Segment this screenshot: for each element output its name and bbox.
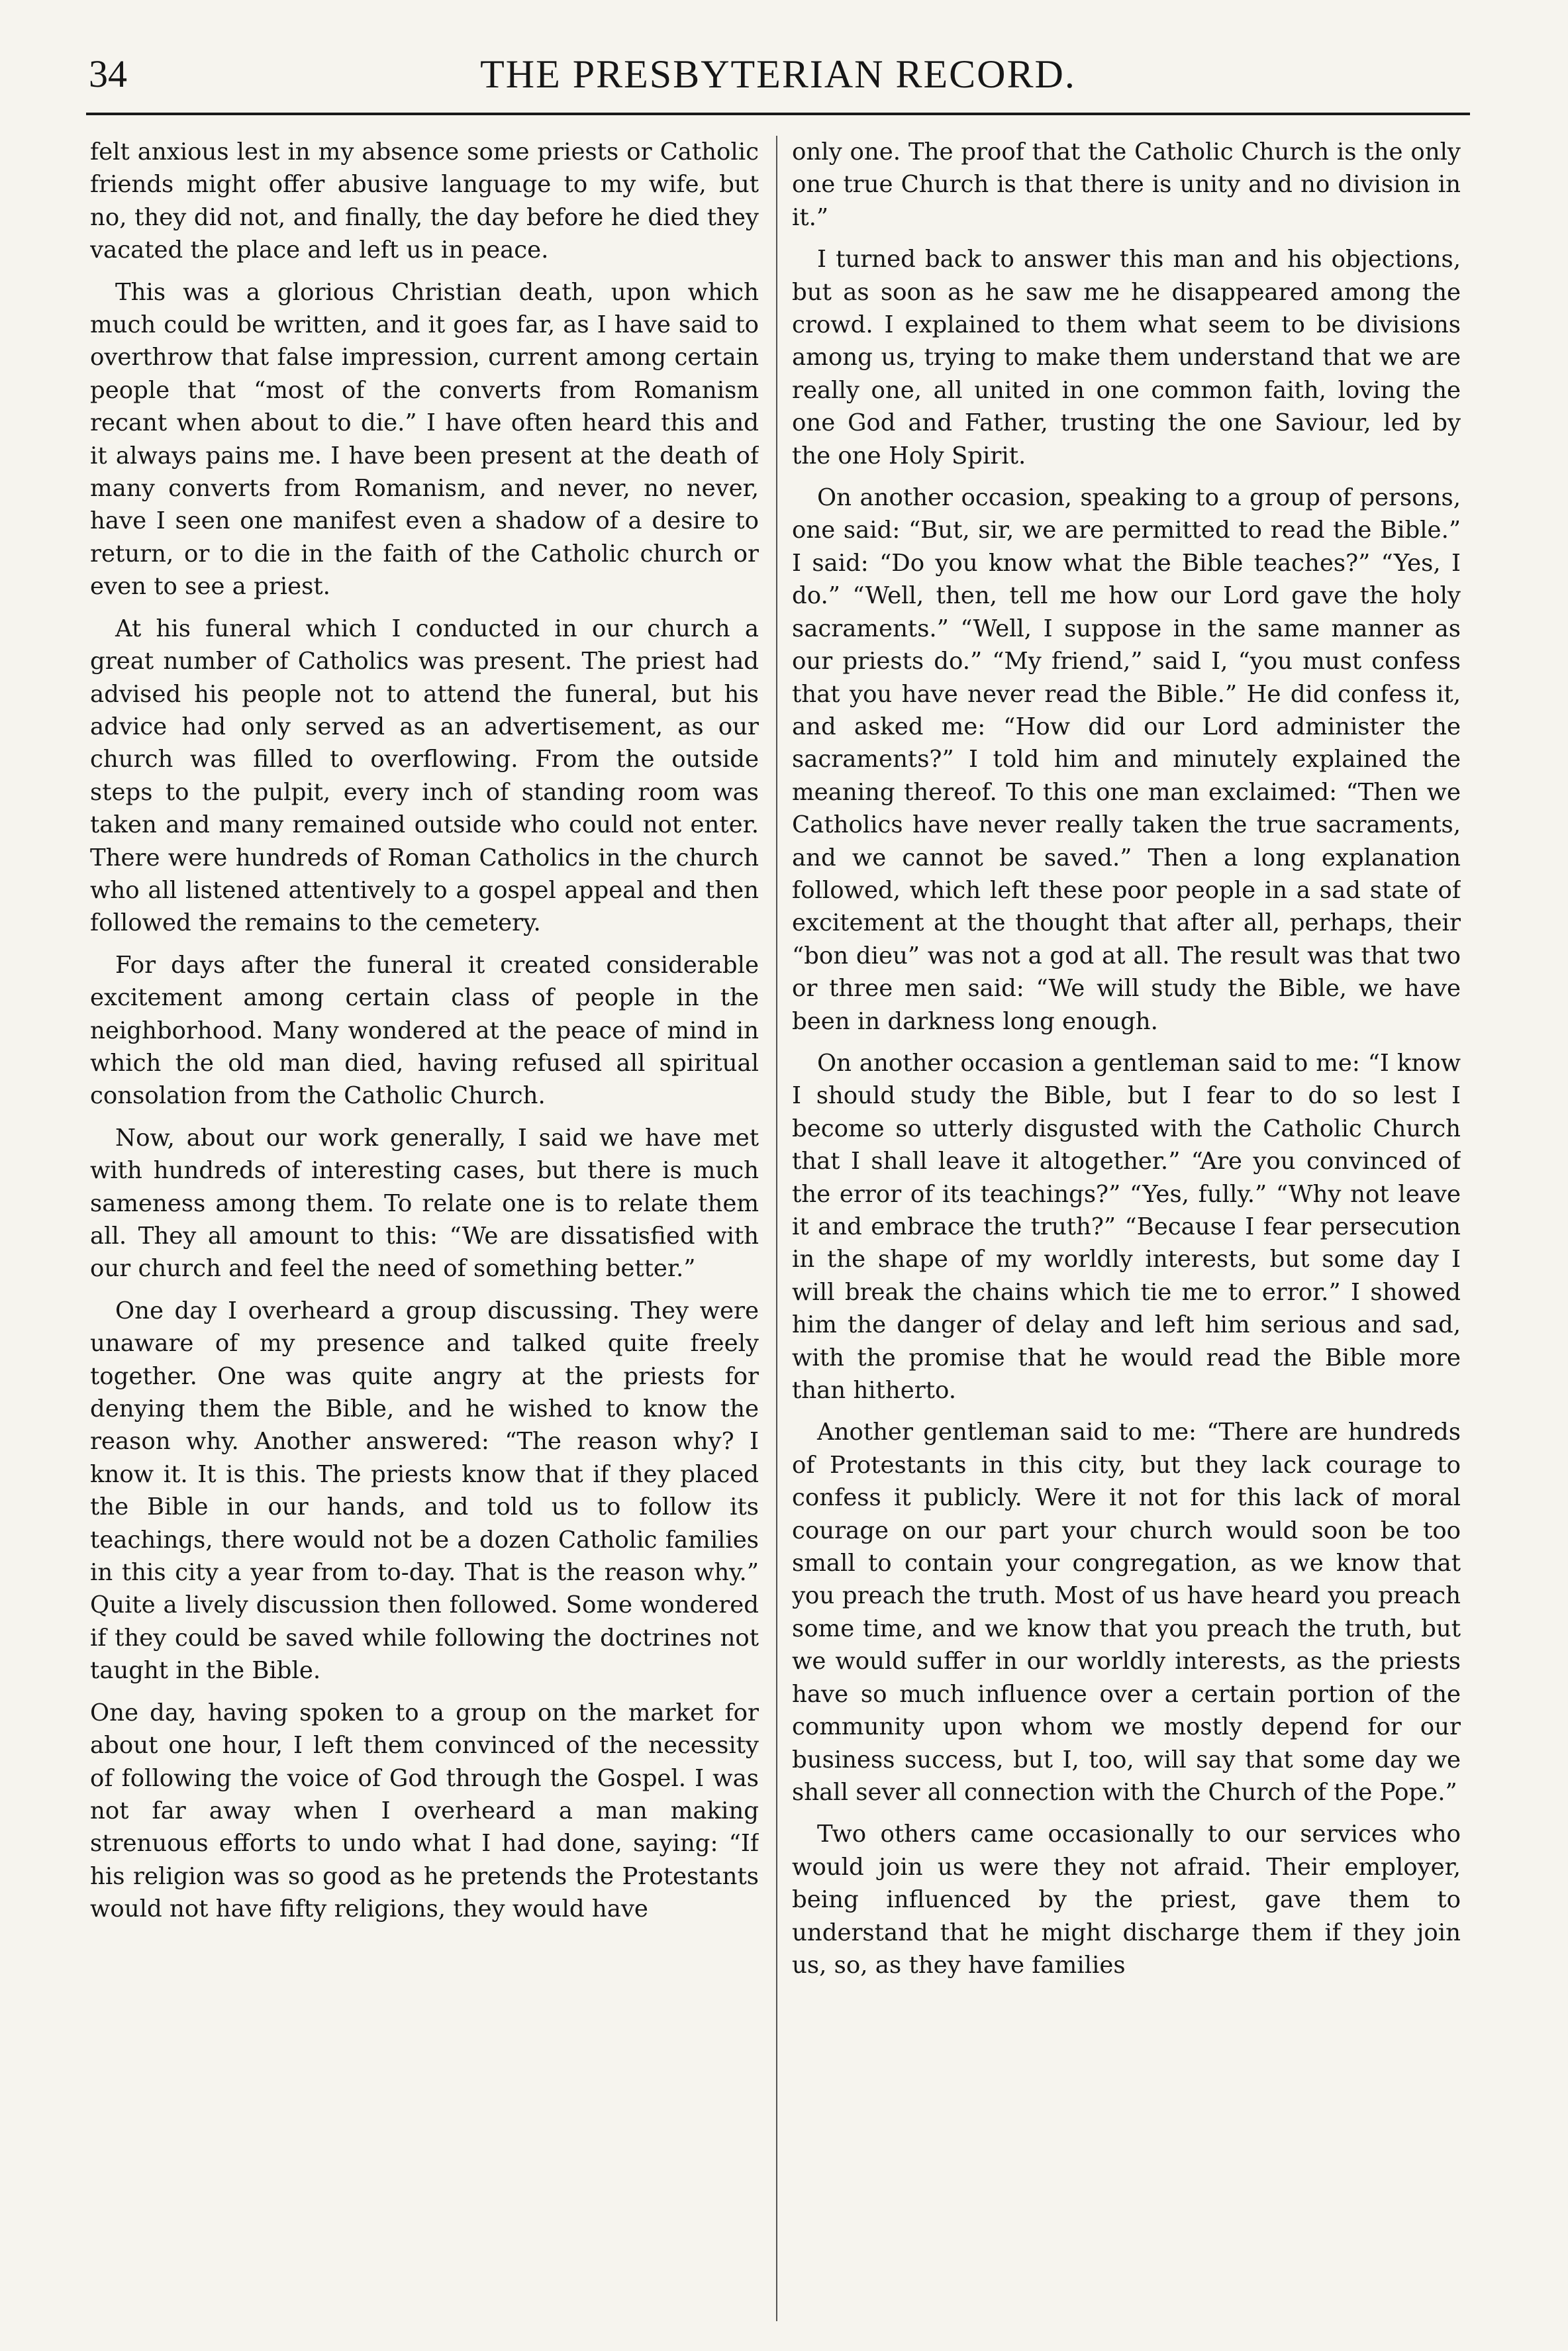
right-column — [792, 136, 1461, 2321]
paragraph: Two others came occasionally to our services who would join us were they not afraid. Their employer, being influenced by the priest, gave them to understand that he might discharge them if they join us, so, as they have families — [792, 1821, 1461, 1979]
paragraph: only one. The proof that the Catholic Church is the only one true Church is that there is unity and no division in it.” — [792, 138, 1461, 231]
paragraph: For days after the funeral it created considerable excitement among certain class of people in the neighborhood. Many wondered at the peace of mind in which the old man died, having refused all spiritual consolation from the Catholic Church. — [90, 951, 759, 1110]
paragraph: One day, having spoken to a group on the market for about one hour, I left them convinced of the necessity of following the voice of God through the Gospel. I was not far away when I overheard a man making strenuous efforts to undo what I had done, saying: “If his religion was so good as he pretends the Protestants would not have fifty religions, they would have — [90, 1699, 759, 1923]
paragraph: Now, about our work generally, I said we have met with hundreds of interesting cases, but there is much sameness among them. To relate one is to relate them all. They all amount to this: “We are dissatisfied with our church and feel the need of something better.” — [90, 1124, 759, 1283]
paragraph: felt anxious lest in my absence some priests or Catholic friends might offer abusive language to my wife, but no, they did not, and finally, the day before he died they vacated the place and left us in peace. — [90, 138, 759, 264]
publication-title: THE PRESBYTERIAN RECORD. — [480, 52, 1076, 96]
paragraph: One day I overheard a group discussing. They were unaware of my presence and talked quite freely together. One was quite angry at the priests for denying them the Bible, and he wished to know the reason why. Another answered: “The reason why? I know it. It is this. The priests know that if they placed the Bible in our hands, and told us to follow its teachings, there would not be a dozen Catholic families in this city a year from to-day. That is the reason why.” Quite a lively discussion then followed. Some wondered if they could be saved while following the doctrines not taught in the Bible. — [90, 1297, 759, 1685]
paragraph: I turned back to answer this man and his objections, but as soon as he saw me he disappeared among the crowd. I explained to them what seem to be divisions among us, trying to make them understand that we are really one, all united in one common faith, loving the one God and Father, trusting the one Saviour, led by the one Holy Spirit. — [792, 246, 1461, 470]
paragraph: On another occasion a gentleman said to me: “I know I should study the Bible, but I fear to do so lest I become so utterly disgusted with the Catholic Church that I shall leave it altogether.” “Are you convinced of the error of its teachings?” “Yes, fully.” “Why not leave it and embrace the truth?” “Because I fear persecution in the shape of my worldly interests, but some day I will break the chains which tie me to error.” I showed him the danger of delay and left him serious and sad, with the promise that he would read the Bible more than hitherto. — [792, 1049, 1461, 1405]
column-divider — [776, 136, 777, 2321]
page-number: 34 — [89, 52, 127, 95]
paragraph: Another gentleman said to me: “There are hundreds of Protestants in this city, but they lack courage to confess it publicly. Were it not for this lack of moral courage on our part your church would soon be too small to contain your congregation, as we know that you preach the truth. Most of us have heard you preach some time, and we know that you preach the truth, but we would suffer in our worldly interests, as the priests have so much influence over a certain portion of the community upon whom we mostly depend for our business success, but I, too, will say that some day we shall sever all connection with the Church of the Pope.” — [792, 1419, 1461, 1806]
left-column — [90, 136, 759, 2321]
paragraph: On another occasion, speaking to a group of persons, one said: “But, sir, we are permitted to read the Bible.” I said: “Do you know what the Bible teaches?” “Yes, I do.” “Well, then, tell me how our Lord gave the holy sacraments.” “Well, I suppose in the same manner as our priests do.” “My friend,” said I, “you must confess that you have never read the Bible.” He did confess it, and asked me: “How did our Lord administer the sacraments?” I told him and minutely explained the meaning thereof. To this one man exclaimed: “Then we Catholics have never really taken the true sacraments, and we cannot be saved.” Then a long explanation followed, which left these poor people in a sad state of excitement at the thought that after all, perhaps, their “bon dieu” was not a god at all. The result was that two or three men said: “We will study the Bible, we have been in darkness long enough. — [792, 484, 1461, 1035]
running-header — [86, 40, 1470, 115]
paragraph: This was a glorious Christian death, upon which much could be written, and it goes far, as I have said to overthrow that false impression, current among certain people that “most of the converts from Romanism recant when about to die.” I have often heard this and it always pains me. I have been present at the death of many converts from Romanism, and never, no never, have I seen one manifest even a shadow of a desire to return, or to die in the faith of the Catholic church or even to see a priest. — [90, 278, 759, 601]
paragraph: At his funeral which I conducted in our church a great number of Catholics was present. The priest had advised his people not to attend the funeral, but his advice had only served as an advertisement, as our church was filled to overflowing. From the outside steps to the pulpit, every inch of standing room was taken and many remained outside who could not enter. There were hundreds of Roman Catholics in the church who all listened attentively to a gospel appeal and then followed the remains to the cemetery. — [90, 615, 759, 937]
